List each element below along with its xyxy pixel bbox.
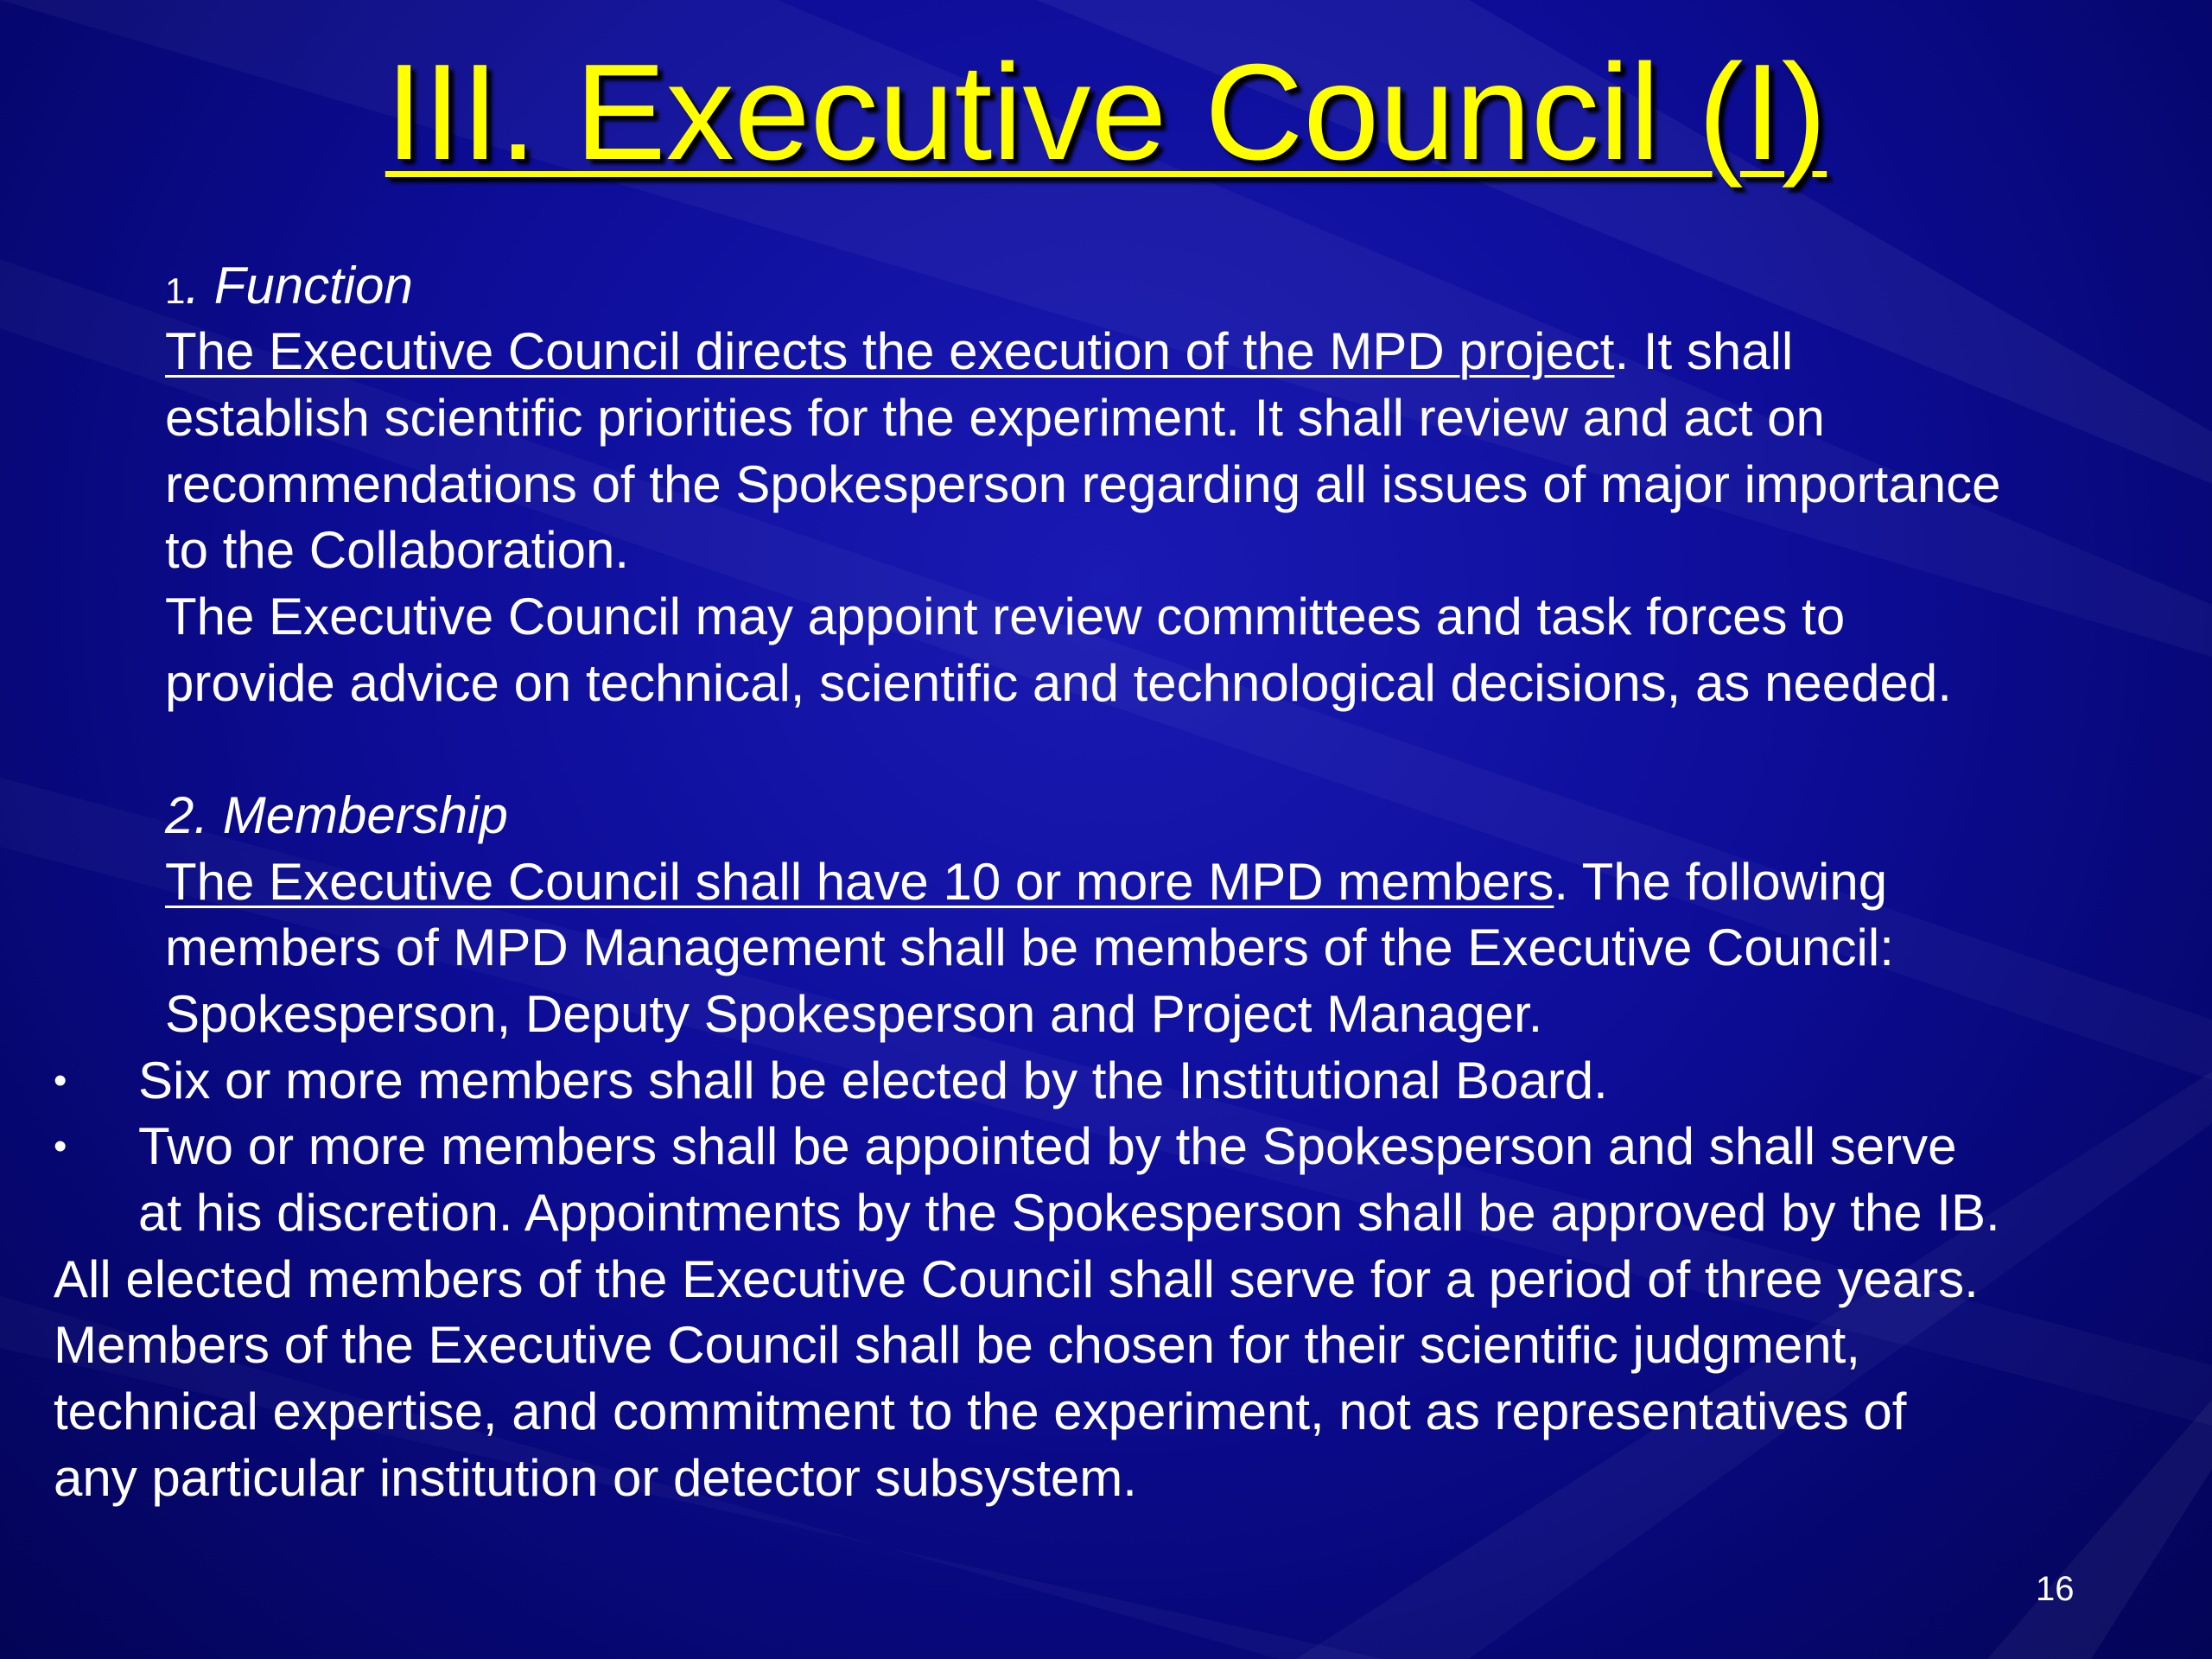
closing-line: Members of the Executive Council shall be chosen for their scientific judgment,	[54, 1316, 1861, 1374]
function-line: The Executive Council may appoint review committees and task forces to	[165, 588, 1846, 645]
closing-line: technical expertise, and commitment to the experiment, not as representatives of	[54, 1382, 1907, 1440]
membership-statement-continuation: . The following	[1554, 853, 1888, 911]
page-number: 16	[2036, 1570, 2075, 1608]
function-heading	[165, 256, 413, 321]
function-line: provide advice on technical, scientific and technological decisions, as needed.	[165, 654, 1952, 712]
closing-line: All elected members of the Executive Council shall serve for a period of three years.	[54, 1250, 1979, 1308]
membership-paragraph-line-1	[165, 852, 1887, 912]
bullet-item: Two or more members shall be appointed by the Spokesperson and shall serve	[138, 1117, 1957, 1175]
bullet-dot: •	[54, 1059, 67, 1102]
membership-line: Spokesperson, Deputy Spokesperson and Project Manager.	[165, 985, 1543, 1043]
closing-line: any particular institution or detector subsystem.	[54, 1449, 1137, 1507]
function-line: recommendations of the Spokesperson regarding all issues of major importance	[165, 455, 2001, 513]
bullet-item: Six or more members shall be elected by the Institutional Board.	[138, 1052, 1608, 1109]
bullet-item-continuation: at his discretion. Appointments by the Spokesperson shall be approved by the IB.	[138, 1184, 2000, 1242]
slide-title: III. Executive Council (I)	[385, 36, 1827, 188]
membership-line: members of MPD Management shall be members of the Executive Council:	[165, 918, 1894, 976]
function-line: establish scientific priorities for the experiment. It shall review and act on	[165, 389, 1825, 447]
membership-heading: 2. Membership	[165, 786, 508, 844]
bullet-dot: •	[54, 1125, 67, 1167]
function-number: 1	[165, 270, 186, 311]
function-underlined-statement: The Executive Council directs the execution of the MPD project	[165, 322, 1615, 380]
membership-underlined-statement: The Executive Council shall have 10 or more MPD members	[165, 853, 1554, 911]
function-paragraph-line-1	[165, 321, 1793, 382]
function-line: to the Collaboration.	[165, 521, 630, 579]
function-heading-text: . Function	[185, 257, 413, 315]
function-statement-continuation: . It shall	[1614, 322, 1794, 380]
